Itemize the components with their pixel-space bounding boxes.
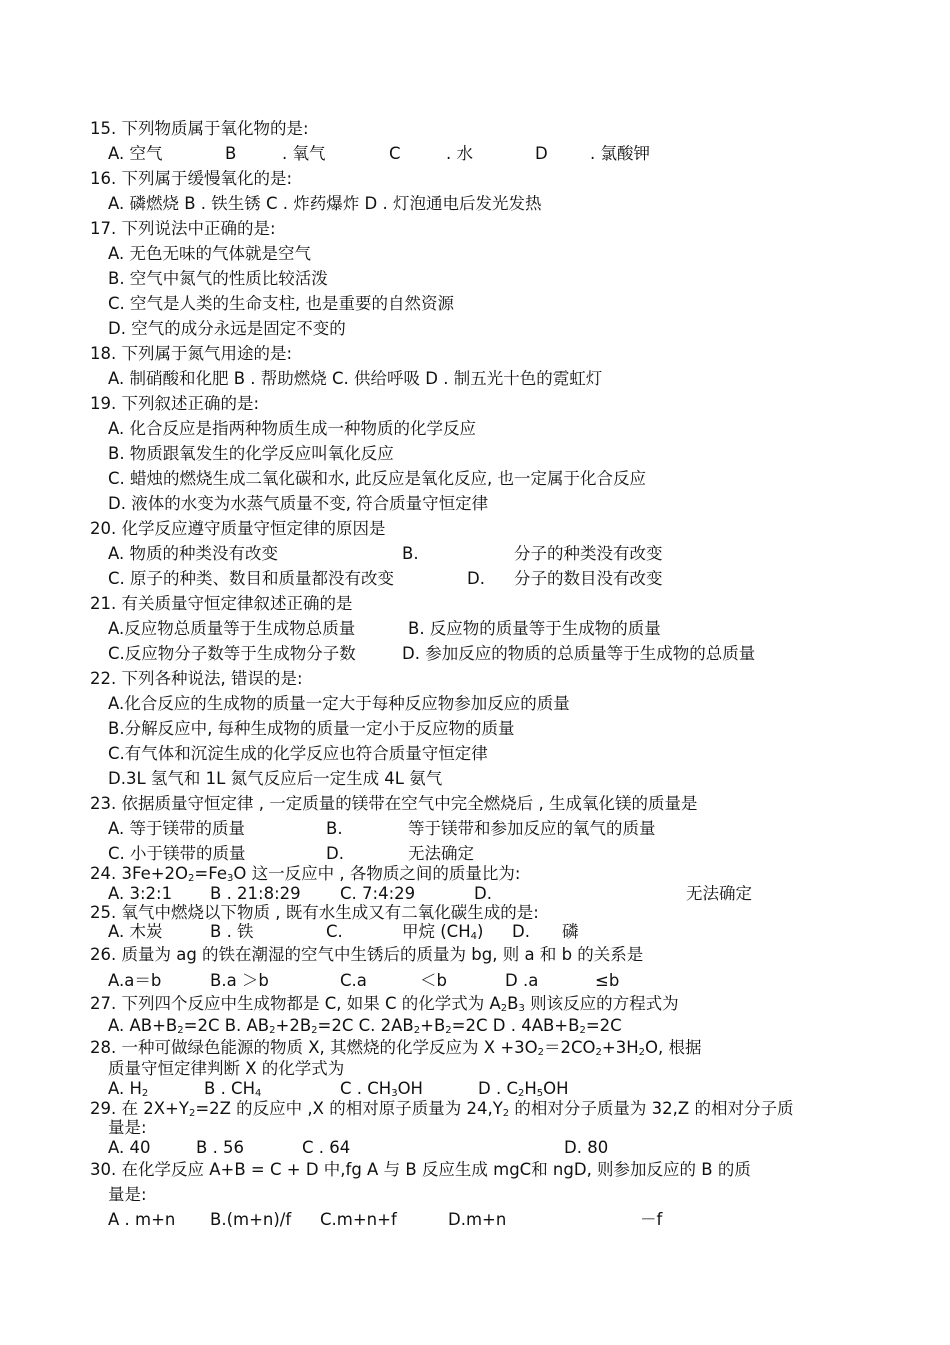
q20-option-d: 分子的数目没有改变 — [514, 569, 663, 588]
q23-option-a: A. 等于镁带的质量 — [108, 819, 245, 838]
q30-option-b: B.(m+n)/f — [210, 1210, 292, 1229]
q27-options: A. $AB+B_2=2C$ B. $AB_2+2B_2=2C$ C. $2AB_2+B_2=2C$ D . $4AB+B_2=2C$ — [108, 1016, 622, 1036]
q30-option-d: D.m+n — [448, 1210, 507, 1229]
q30-option-d-tail: －f — [640, 1210, 663, 1229]
q20-option-c: C. 原子的种类、数目和质量都没有改变 — [108, 569, 395, 588]
q22-option-c: C.有气体和沉淀生成的化学反应也符合质量守恒定律 — [108, 744, 488, 763]
q25-option-c-letter: C. — [326, 922, 343, 941]
q21-stem: 21. 有关质量守恒定律叙述正确的是 — [90, 594, 353, 613]
q22-option-d: D.3L 氢气和 1L 氮气反应后一定生成 4L 氨气 — [108, 769, 443, 788]
q18-stem: 18. 下列属于氮气用途的是: — [90, 344, 293, 363]
q30-option-c: C.m+n+f — [320, 1210, 397, 1229]
q15-option-c-letter: C — [389, 144, 401, 163]
q26-option-a: A.a＝b — [108, 971, 162, 990]
q21-option-d: D. 参加反应的物质的总质量等于生成物的总质量 — [402, 644, 756, 663]
q23-option-d-letter: D. — [326, 844, 344, 863]
q26-option-c-letter: C.a — [340, 971, 367, 990]
q19-option-c: C. 蜡烛的燃烧生成二氧化碳和水, 此反应是氧化反应, 也一定属于化合反应 — [108, 469, 646, 488]
q23-option-b-letter: B. — [326, 819, 343, 838]
q24-stem: 24. $3Fe+2O_2=Fe_3O$ 这一反应中 , 各物质之间的质量比为: — [90, 864, 521, 884]
q28-stem-line2: 质量守恒定律判断 X 的化学式为 — [108, 1059, 345, 1078]
q17-option-b: B. 空气中氮气的性质比较活泼 — [108, 269, 328, 288]
q20-option-a: A. 物质的种类没有改变 — [108, 544, 278, 563]
q19-stem: 19. 下列叙述正确的是: — [90, 394, 260, 413]
q30-option-a: A . m+n — [108, 1210, 176, 1229]
q26-option-b: B.a ＞b — [210, 971, 269, 990]
q15-option-c: . 水 — [446, 144, 473, 163]
q25-option-b: B . 铁 — [210, 922, 254, 941]
q18-options: A. 制硝酸和化肥 B . 帮助燃烧 C. 供给呼吸 D . 制五光十色的霓虹灯 — [108, 369, 603, 388]
q29-stem: 29. 在 $2X+Y_2=2Z$ 的反应中 ,X 的相对原子质量为 $24,Y_2$ 的相对分子质量为 32,Z 的相对分子质 — [90, 1099, 794, 1119]
q26-option-c: ＜b — [420, 971, 447, 990]
q25-option-a: A. 木炭 — [108, 922, 163, 941]
q21-option-b: B. 反应物的质量等于生成物的质量 — [408, 619, 661, 638]
q27-stem: 27. 下列四个反应中生成物都是 C, 如果 C 的化学式为 $A_2B_3$ 则该反应的方程式为 — [90, 994, 679, 1014]
q17-option-d: D. 空气的成分永远是固定不变的 — [108, 319, 346, 338]
q30-stem-line2: 量是: — [108, 1185, 147, 1204]
q15-option-b-letter: B — [225, 144, 237, 163]
q28-option-b: B . $CH_4$ — [204, 1079, 262, 1099]
q15-option-d: . 氯酸钾 — [590, 144, 650, 163]
q17-option-c: C. 空气是人类的生命支柱, 也是重要的自然资源 — [108, 294, 455, 313]
q25-stem: 25. 氧气中燃烧以下物质 , 既有水生成又有二氧化碳生成的是: — [90, 903, 539, 922]
q15-stem: 15. 下列物质属于氧化物的是: — [90, 119, 309, 138]
q20-option-d-letter: D. — [467, 569, 485, 588]
q24-option-d: 无法确定 — [686, 884, 752, 903]
q29-option-c: C . 64 — [302, 1138, 351, 1157]
q24-option-b: B . 21:8:29 — [210, 884, 301, 903]
q16-stem: 16. 下列属于缓慢氧化的是: — [90, 169, 293, 188]
q28-stem: 28. 一种可做绿色能源的物质 X, 其燃烧的化学反应为 $X +3O_2=2CO_2+3H_2O$, 根据 — [90, 1038, 702, 1058]
q26-stem: 26. 质量为 ag 的铁在潮湿的空气中生锈后的质量为 bg, 则 a 和 b 的关系是 — [90, 945, 644, 964]
q29-option-b: B . 56 — [196, 1138, 245, 1157]
q30-stem: 30. 在化学反应 A+B = C + D 中,fg A 与 B 反应生成 mgC和 ngD, 则参加反应的 B 的质 — [90, 1160, 751, 1179]
q20-stem: 20. 化学反应遵守质量守恒定律的原因是 — [90, 519, 386, 538]
q25-option-c: 甲烷 $(CH_4)$ — [402, 922, 484, 942]
q24-option-a: A. 3:2:1 — [108, 884, 173, 903]
q25-option-d-letter: D. — [512, 922, 530, 941]
q28-option-d: D . $C_2H_5OH$ — [478, 1079, 569, 1099]
q23-stem: 23. 依据质量守恒定律 , 一定质量的镁带在空气中完全燃烧后 , 生成氧化镁的质量是 — [90, 794, 698, 813]
q19-option-a: A. 化合反应是指两种物质生成一种物质的化学反应 — [108, 419, 476, 438]
q29-option-a: A. 40 — [108, 1138, 151, 1157]
q23-option-b: 等于镁带和参加反应的氧气的质量 — [408, 819, 656, 838]
q17-option-a: A. 无色无味的气体就是空气 — [108, 244, 311, 263]
q22-option-b: B.分解反应中, 每种生成物的质量一定小于反应物的质量 — [108, 719, 515, 738]
q20-option-b-letter: B. — [402, 544, 419, 563]
q19-option-b: B. 物质跟氧发生的化学反应叫氧化反应 — [108, 444, 394, 463]
q26-option-d: ≤b — [595, 971, 620, 990]
q17-stem: 17. 下列说法中正确的是: — [90, 219, 276, 238]
q15-option-b: . 氧气 — [282, 144, 326, 163]
q15-option-a: A. 空气 — [108, 144, 163, 163]
q26-option-d-letter: D .a — [505, 971, 539, 990]
q22-stem: 22. 下列各种说法, 错误的是: — [90, 669, 303, 688]
q21-option-c: C.反应物分子数等于生成物分子数 — [108, 644, 356, 663]
q20-option-b: 分子的种类没有改变 — [514, 544, 663, 563]
q23-option-c: C. 小于镁带的质量 — [108, 844, 246, 863]
q24-option-d-letter: D. — [474, 884, 492, 903]
q16-options: A. 磷燃烧 B . 铁生锈 C . 炸药爆炸 D . 灯泡通电后发光发热 — [108, 194, 542, 213]
q21-option-a: A.反应物总质量等于生成物总质量 — [108, 619, 356, 638]
q24-option-c: C. 7:4:29 — [340, 884, 416, 903]
q23-option-d: 无法确定 — [408, 844, 474, 863]
q22-option-a: A.化合反应的生成物的质量一定大于每种反应物参加反应的质量 — [108, 694, 570, 713]
q25-option-d: 磷 — [562, 922, 579, 941]
q19-option-d: D. 液体的水变为水蒸气质量不变, 符合质量守恒定律 — [108, 494, 489, 513]
q29-option-d: D. 80 — [564, 1138, 609, 1157]
q15-option-d-letter: D — [535, 144, 548, 163]
q29-stem-line2: 量是: — [108, 1118, 147, 1137]
q28-option-a: A. $H_2$ — [108, 1079, 149, 1099]
q28-option-c: C . $CH_3OH$ — [340, 1079, 423, 1099]
